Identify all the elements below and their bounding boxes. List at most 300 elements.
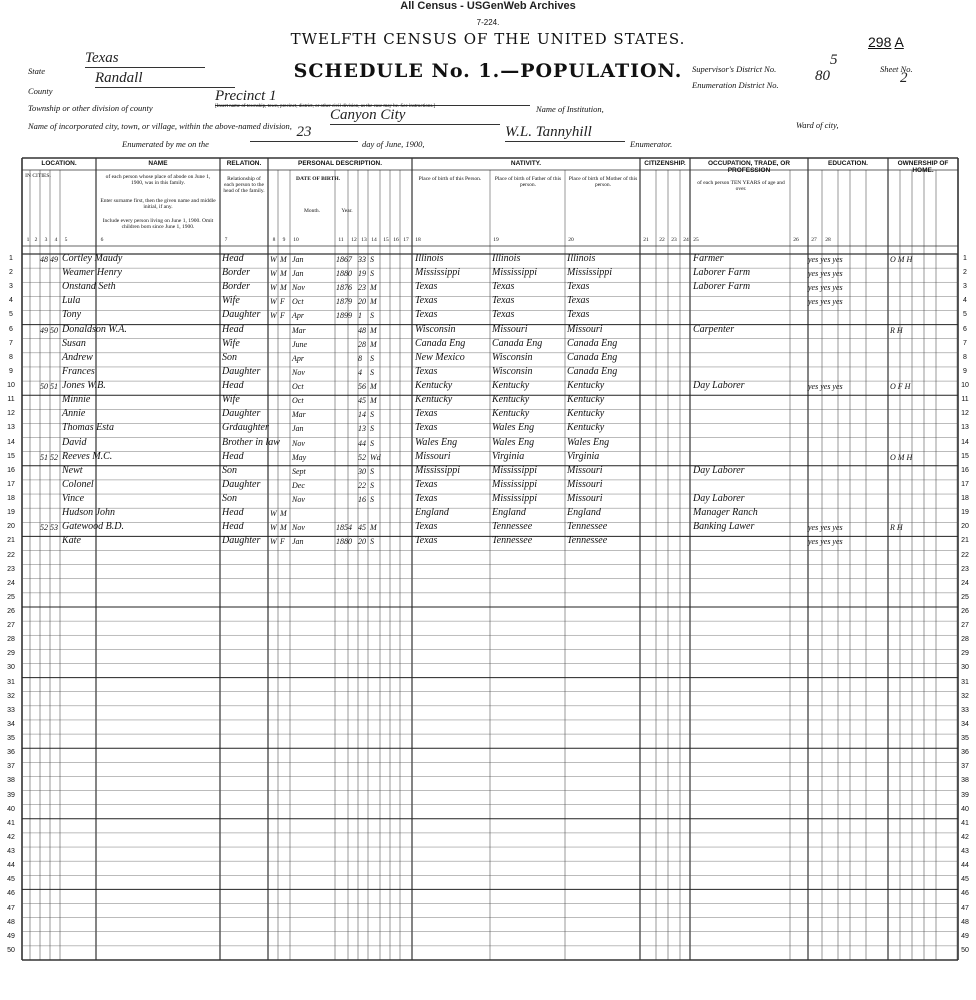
occupation: Banking Lawer [693, 521, 755, 533]
row-number-right: 49 [961, 932, 969, 940]
birth-month: Mar [292, 410, 306, 420]
dwelling-number: 50 [40, 382, 48, 392]
mother-birthplace: Texas [567, 309, 590, 321]
education: yes yes yes [808, 382, 843, 392]
birth-month: Jan [292, 424, 304, 434]
row-number-left: 20 [7, 523, 15, 531]
schedule-title: SCHEDULE No. 1.—POPULATION. [293, 60, 683, 82]
marital-status: M [370, 339, 377, 349]
column-number: 1 [26, 237, 30, 243]
marital-status: S [370, 480, 374, 490]
column-number: 25 [693, 237, 699, 243]
occupation: Carpenter [693, 323, 735, 335]
father-birthplace: Texas [492, 281, 515, 293]
row-number-left: 10 [7, 382, 15, 390]
relation: Daughter [222, 309, 261, 321]
row-number-right: 25 [961, 593, 969, 601]
person-name: Reeves M.C. [62, 450, 113, 462]
birth-month: Dec [292, 480, 305, 490]
birth-month: Oct [292, 396, 304, 406]
column-number: 27 [811, 237, 817, 243]
row-number-right: 16 [961, 466, 969, 474]
birth-year: 1876 [336, 283, 352, 293]
row-number-right: 3 [963, 283, 967, 291]
row-number-left: 50 [7, 946, 15, 954]
row-number-left: 45 [7, 876, 15, 884]
father-birthplace: Texas [492, 295, 515, 307]
father-birthplace: England [492, 507, 526, 519]
color: W [270, 269, 277, 279]
row-number-right: 30 [961, 664, 969, 672]
father-birthplace: Mississippi [492, 464, 538, 476]
enumerator-value: W.L. Tannyhill [505, 124, 625, 142]
relation: Brother in law [222, 436, 280, 448]
occupation: Laborer Farm [693, 281, 751, 293]
row-number-right: 22 [961, 551, 969, 559]
row-number-right: 5 [963, 311, 967, 319]
birth-year: 1880 [336, 537, 352, 547]
row-number-left: 5 [9, 311, 13, 319]
row-number-right: 2 [963, 269, 967, 277]
birth-month: Oct [292, 297, 304, 307]
marital-status: S [370, 367, 374, 377]
relation: Wife [222, 394, 240, 406]
relation: Wife [222, 295, 240, 307]
row-number-right: 20 [961, 523, 969, 531]
row-number-left: 34 [7, 720, 15, 728]
birth-month: Apr [292, 353, 304, 363]
township-label: Township or other division of county [28, 103, 153, 113]
row-number-right: 37 [961, 763, 969, 771]
color: W [270, 297, 277, 307]
mother-birthplace: Wales Eng [567, 436, 610, 448]
father-birthplace: Wisconsin [492, 365, 533, 377]
marital-status: M [370, 382, 377, 392]
birthplace: Canada Eng [415, 337, 466, 349]
birthplace: Texas [415, 408, 438, 420]
archive-banner: All Census - USGenWeb Archives [400, 0, 576, 12]
column-number: 5 [64, 237, 68, 243]
person-name: Minnie [62, 394, 91, 406]
row-number-left: 3 [9, 283, 13, 291]
father-birthplace: Texas [492, 309, 515, 321]
column-number: 22 [659, 237, 665, 243]
row-number-left: 12 [7, 410, 15, 418]
row-number-right: 32 [961, 692, 969, 700]
city-value: Canyon City [330, 107, 500, 125]
birthplace: Mississippi [415, 464, 461, 476]
row-number-right: 7 [963, 339, 967, 347]
mother-birthplace: Canada Eng [567, 365, 618, 377]
column-number: 17 [403, 237, 409, 243]
birth-month: Jan [292, 269, 304, 279]
enumerated-month: day of June, 1900, [362, 139, 425, 149]
row-number-left: 49 [7, 932, 15, 940]
occupation: Farmer [693, 253, 724, 264]
sex: M [280, 269, 287, 279]
row-number-right: 17 [961, 480, 969, 488]
row-number-right: 43 [961, 848, 969, 856]
birthplace: Kentucky [415, 380, 453, 392]
relation: Head [222, 323, 244, 335]
nativity-desc-0: Place of birth of this Person. [418, 176, 482, 182]
relation: Wife [222, 337, 240, 349]
birth-month: Oct [292, 382, 304, 392]
enumerated-label: Enumerated by me on the [122, 139, 209, 149]
row-number-left: 47 [7, 904, 15, 912]
father-birthplace: Wales Eng [492, 422, 535, 434]
row-number-left: 26 [7, 608, 15, 615]
page-letter: A [894, 34, 904, 50]
enumerated-day: 23 [250, 124, 358, 142]
birth-month: Apr [292, 311, 304, 321]
father-birthplace: Mississippi [492, 267, 538, 279]
education: yes yes yes [808, 255, 843, 264]
location-sub: IN CITIES. [25, 173, 51, 179]
row-number-left: 17 [7, 480, 15, 488]
marital-status: S [370, 311, 374, 321]
institution-label: Name of Institution, [536, 104, 604, 114]
birth-year: 1867 [336, 255, 352, 264]
home-ownership: O M H [890, 255, 913, 264]
father-birthplace: Tennessee [492, 521, 533, 533]
state-value: Texas [85, 50, 205, 68]
marital-status: M [370, 396, 377, 406]
sheet-value: 2 [900, 70, 908, 86]
sex: M [280, 283, 287, 293]
relation: Daughter [222, 535, 261, 547]
person-name: Susan [62, 337, 86, 349]
birthplace: Texas [415, 365, 438, 377]
family-number: 53 [50, 523, 58, 533]
sex: F [280, 311, 285, 321]
row-number-left: 35 [7, 735, 15, 743]
relation-description: Relationship of each person to the head of the family. [223, 176, 265, 194]
age: 45 [358, 396, 366, 406]
birthplace: Texas [415, 422, 438, 434]
age: 45 [358, 523, 366, 533]
occupation: Laborer Farm [693, 267, 751, 279]
column-number: 28 [825, 237, 831, 243]
name-instruction-1: Enter surname first, then the given name and middle initial, if any. [100, 198, 216, 210]
county-value: Randall [95, 70, 235, 88]
column-group-7: EDUCATION. [828, 160, 868, 167]
row-number-right: 11 [961, 396, 969, 404]
row-number-right: 41 [961, 819, 969, 827]
family-number: 51 [50, 382, 58, 392]
row-number-right: 47 [961, 904, 969, 912]
row-number-left: 48 [7, 918, 15, 926]
mother-birthplace: Canada Eng [567, 351, 618, 363]
row-number-left: 33 [7, 706, 15, 714]
relation: Head [222, 253, 244, 264]
father-birthplace: Mississippi [492, 493, 538, 505]
column-group-4: NATIVITY. [510, 160, 542, 167]
color: W [270, 283, 277, 293]
birthplace: Texas [415, 493, 438, 505]
person-name: Cortley Maudy [62, 253, 123, 264]
marital-status: S [370, 353, 374, 363]
mother-birthplace: Kentucky [567, 422, 605, 434]
column-number: 2 [34, 237, 38, 243]
age: 19 [358, 269, 366, 279]
relation: Border [222, 267, 250, 279]
birthplace: Wales Eng [415, 436, 458, 448]
marital-status: M [370, 325, 377, 335]
row-number-right: 44 [961, 862, 969, 870]
month-label: Month. [303, 208, 321, 214]
home-ownership: O F H [890, 382, 911, 392]
father-birthplace: Virginia [492, 450, 525, 462]
row-number-left: 38 [7, 777, 15, 785]
dwelling-number: 49 [40, 325, 48, 335]
row-number-left: 25 [7, 593, 15, 601]
row-number-right: 26 [961, 608, 969, 615]
row-number-right: 9 [963, 367, 967, 375]
birthplace: Illinois [415, 253, 444, 264]
birth-month: Mar [292, 325, 306, 335]
supervisor-label: Supervisor's District No. [692, 64, 777, 74]
row-number-left: 6 [9, 325, 13, 333]
row-number-right: 1 [963, 255, 967, 262]
relation: Head [222, 521, 244, 533]
mother-birthplace: Canada Eng [567, 337, 618, 349]
dwelling-number: 48 [40, 255, 48, 264]
row-number-right: 33 [961, 706, 969, 714]
mother-birthplace: Kentucky [567, 408, 605, 420]
row-number-left: 37 [7, 763, 15, 771]
nativity-desc-2: Place of birth of Mother of this person. [568, 176, 638, 188]
column-number: 19 [493, 237, 499, 243]
row-number-left: 28 [7, 636, 15, 644]
row-number-left: 29 [7, 650, 15, 658]
mother-birthplace: Missouri [567, 323, 603, 335]
name-instruction-2: Include every person living on June 1, 1900. Omit children born since June 1, 1900. [102, 218, 214, 230]
year-label: Year. [341, 208, 353, 214]
row-number-left: 16 [7, 466, 15, 474]
mother-birthplace: Tennessee [567, 535, 608, 547]
row-number-right: 45 [961, 876, 969, 884]
father-birthplace: Kentucky [492, 408, 530, 420]
color: W [270, 537, 277, 547]
birth-month: Nov [292, 438, 305, 448]
row-number-left: 41 [7, 819, 15, 827]
column-group-5: CITIZENSHIP. [644, 160, 686, 167]
column-number: 14 [371, 237, 377, 243]
age: 56 [358, 382, 366, 392]
person-name: Gatewood B.D. [62, 521, 124, 533]
row-number-left: 32 [7, 692, 15, 700]
age: 20 [358, 297, 366, 307]
home-ownership: R H [890, 325, 903, 335]
birth-month: Nov [292, 367, 305, 377]
mother-birthplace: England [567, 507, 601, 519]
marital-status: S [370, 438, 374, 448]
education: yes yes yes [808, 283, 843, 293]
enumeration-label: Enumeration District No. [692, 80, 779, 90]
city-label: Name of incorporated city, town, or village, within the above-named division, [28, 121, 292, 131]
marital-status: M [370, 523, 377, 533]
row-number-right: 12 [961, 410, 969, 418]
name-description: of each person whose place of abode on June 1, 1900, was in this family. [105, 174, 211, 186]
age: 23 [358, 283, 366, 293]
occupation-desc: of each person TEN YEARS of age and over. [697, 180, 785, 192]
column-number: 18 [415, 237, 421, 243]
marital-status: S [370, 537, 374, 547]
row-number-left: 13 [7, 424, 15, 432]
row-number-left: 11 [7, 396, 15, 404]
column-group-0: LOCATION. [41, 160, 77, 167]
family-number: 52 [50, 452, 58, 462]
marital-status: M [370, 283, 377, 293]
person-name: Lula [62, 295, 81, 307]
education: yes yes yes [808, 537, 843, 547]
page-number-value: 298 [868, 34, 892, 50]
occupation: Manager Ranch [693, 507, 758, 519]
county-label: County [28, 86, 53, 96]
row-number-right: 15 [961, 452, 969, 460]
marital-status: M [370, 297, 377, 307]
education: yes yes yes [808, 269, 843, 279]
column-group-6: OCCUPATION, TRADE, OR PROFESSION [707, 160, 791, 174]
row-number-right: 28 [961, 636, 969, 644]
birth-month: June [292, 339, 308, 349]
row-number-left: 40 [7, 805, 15, 813]
row-number-right: 14 [961, 438, 969, 446]
age: 13 [358, 424, 366, 434]
age: 8 [358, 353, 362, 363]
mother-birthplace: Tennessee [567, 521, 608, 533]
mother-birthplace: Texas [567, 295, 590, 307]
birth-month: Nov [292, 283, 305, 293]
column-number: 7 [224, 237, 228, 243]
column-group-3: PERSONAL DESCRIPTION. [297, 160, 383, 167]
row-number-left: 1 [9, 255, 13, 262]
relation: Daughter [222, 408, 261, 420]
township-note: [Insert name of township, town, precinct, district, or other civil division, as the case may be. See instructions.] [215, 104, 436, 109]
enumeration-value: 80 [815, 68, 830, 84]
color: W [270, 255, 277, 264]
mother-birthplace: Kentucky [567, 394, 605, 406]
birth-year: 1899 [336, 311, 352, 321]
marital-status: S [370, 269, 374, 279]
birth-year: 1854 [336, 523, 352, 533]
person-name: Andrew [62, 351, 93, 363]
birth-month: Nov [292, 523, 305, 533]
birthplace: England [415, 507, 449, 519]
nativity-desc-1: Place of birth of Father of this person. [494, 176, 562, 188]
father-birthplace: Tennessee [492, 535, 533, 547]
column-number: 8 [272, 237, 276, 243]
form-number: 7-224. [476, 18, 500, 27]
column-number: 24 [683, 237, 689, 243]
sex: F [280, 297, 285, 307]
age: 16 [358, 495, 366, 505]
column-number: 4 [54, 237, 58, 243]
mother-birthplace: Texas [567, 281, 590, 293]
relation: Daughter [222, 478, 261, 490]
row-number-left: 19 [7, 509, 15, 517]
birthplace: Kentucky [415, 394, 453, 406]
column-number: 12 [351, 237, 357, 243]
father-birthplace: Mississippi [492, 478, 538, 490]
row-number-right: 21 [961, 537, 969, 545]
row-number-right: 10 [961, 382, 969, 390]
row-number-right: 48 [961, 918, 969, 926]
row-number-right: 4 [963, 297, 967, 305]
mother-birthplace: Illinois [567, 253, 596, 264]
row-number-left: 22 [7, 551, 15, 559]
column-number: 21 [643, 237, 649, 243]
sex: M [280, 255, 287, 264]
family-number: 50 [50, 325, 58, 335]
father-birthplace: Wisconsin [492, 351, 533, 363]
dwelling-number: 51 [40, 452, 48, 462]
row-number-right: 18 [961, 495, 969, 503]
row-number-left: 31 [7, 678, 15, 686]
person-name: David [62, 436, 87, 448]
row-number-left: 30 [7, 664, 15, 672]
age: 1 [358, 311, 362, 321]
row-number-right: 19 [961, 509, 969, 517]
age: 20 [358, 537, 366, 547]
occupation: Day Laborer [693, 380, 745, 392]
column-number: 13 [361, 237, 367, 243]
mother-birthplace: Virginia [567, 450, 600, 462]
relation: Head [222, 450, 244, 462]
person-name: Vince [62, 493, 85, 505]
education: yes yes yes [808, 523, 843, 533]
row-number-right: 34 [961, 720, 969, 728]
row-number-right: 40 [961, 805, 969, 813]
row-number-right: 46 [961, 890, 969, 898]
home-ownership: R H [890, 523, 903, 533]
column-number: 20 [568, 237, 574, 243]
row-number-right: 42 [961, 833, 969, 841]
person-name: Donaldson W.A. [62, 323, 127, 335]
birthplace: Missouri [415, 450, 451, 462]
row-number-left: 42 [7, 833, 15, 841]
person-name: Colonel [62, 478, 94, 490]
column-number: 10 [293, 237, 299, 243]
color: W [270, 523, 277, 533]
mother-birthplace: Mississippi [567, 267, 613, 279]
relation: Head [222, 507, 244, 519]
row-number-right: 36 [961, 749, 969, 757]
row-number-right: 6 [963, 325, 967, 333]
person-name: Annie [62, 408, 86, 420]
marital-status: Wd [370, 452, 381, 462]
row-number-left: 9 [9, 367, 13, 375]
mother-birthplace: Missouri [567, 478, 603, 490]
birthplace: Texas [415, 309, 438, 321]
age: 33 [358, 255, 366, 264]
row-number-left: 18 [7, 495, 15, 503]
father-birthplace: Illinois [492, 253, 521, 264]
column-number: 9 [282, 237, 286, 243]
birthplace: Texas [415, 295, 438, 307]
color: W [270, 509, 277, 519]
person-name: Hudson John [62, 507, 116, 519]
person-name: Jones W.B. [62, 380, 106, 392]
father-birthplace: Canada Eng [492, 337, 543, 349]
person-name: Tony [62, 309, 82, 321]
relation: Head [222, 380, 244, 392]
row-number-left: 7 [9, 339, 13, 347]
occupation: Day Laborer [693, 464, 745, 476]
column-group-2: RELATION. [226, 160, 262, 167]
birth-month: Jan [292, 537, 304, 547]
